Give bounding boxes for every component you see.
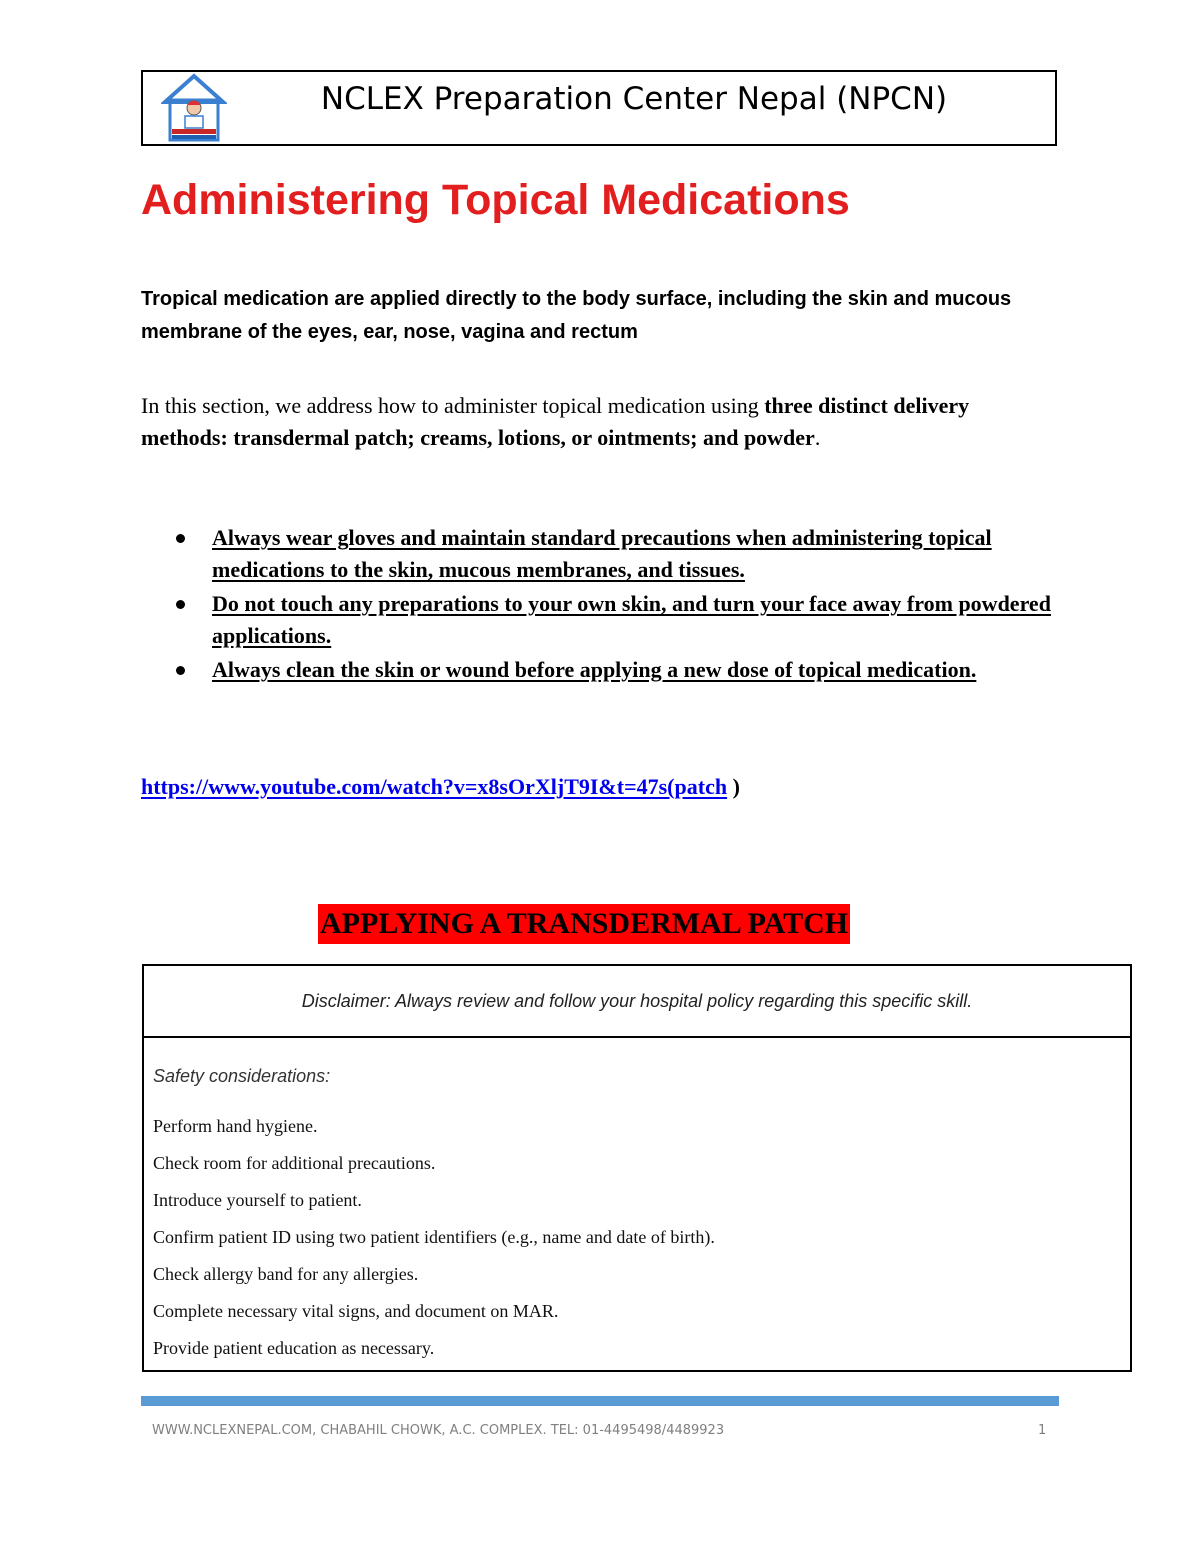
header-title: NCLEX Preparation Center Nepal (NPCN) bbox=[320, 81, 948, 117]
video-link[interactable]: https://www.youtube.com/watch?v=x8sOrXljT9I&t=47s(patch bbox=[141, 774, 728, 799]
list-item bbox=[141, 654, 1061, 686]
section-lead: In this section, we address how to administer topical medication using bbox=[141, 393, 765, 418]
list-item: Provide patient education as necessary. bbox=[153, 1338, 435, 1358]
list-item bbox=[141, 522, 1061, 586]
section-heading: APPLYING A TRANSDERMAL PATCH bbox=[318, 904, 850, 944]
bullet-text: Always clean the skin or wound before applying a new dose of topical medication. bbox=[212, 657, 977, 682]
list-item: Check room for additional precautions. bbox=[153, 1153, 436, 1173]
disclaimer-row bbox=[144, 966, 1130, 1038]
bullet-text: Do not touch any preparations to your own skin, and turn your face away from powdered applications. bbox=[212, 591, 1051, 648]
header-box bbox=[141, 70, 1057, 146]
bullet-icon bbox=[176, 534, 185, 543]
page-number: 1 bbox=[1038, 1423, 1047, 1438]
bullet-icon bbox=[176, 666, 185, 675]
section-paragraph bbox=[141, 390, 1061, 454]
list-item bbox=[141, 588, 1061, 652]
video-link-line bbox=[141, 771, 740, 803]
safety-heading: Safety considerations: bbox=[153, 1066, 331, 1086]
list-item: Check allergy band for any allergies. bbox=[153, 1264, 419, 1284]
footer-divider bbox=[141, 1396, 1059, 1406]
footer-text: WWW.NCLEXNEPAL.COM, CHABAHIL CHOWK, A.C. COMPLEX. TEL: 01-4495498/4489923 bbox=[152, 1423, 725, 1438]
intro-paragraph: Tropical medication are applied directly to the body surface, including the skin and mucous membrane of the eyes, ear, nose, vagina and rectum bbox=[141, 288, 1012, 343]
section-bold: three distinct delivery methods: transdermal patch; creams, lotions, or ointments; and powder bbox=[141, 393, 970, 450]
list-item: Complete necessary vital signs, and document on MAR. bbox=[153, 1301, 559, 1321]
link-suffix: ) bbox=[727, 774, 740, 799]
safety-list bbox=[153, 1116, 715, 1375]
skill-table bbox=[142, 964, 1132, 1372]
list-item: Perform hand hygiene. bbox=[153, 1116, 318, 1136]
page-title: Administering Topical Medications bbox=[141, 176, 850, 224]
list-item: Introduce yourself to patient. bbox=[153, 1190, 362, 1210]
list-item: Confirm patient ID using two patient identifiers (e.g., name and date of birth). bbox=[153, 1227, 715, 1247]
bullet-text: Always wear gloves and maintain standard precautions when administering topical medications to the skin, mucous membranes, and tissues. bbox=[212, 525, 992, 582]
bullet-icon bbox=[176, 600, 185, 609]
precautions-list bbox=[141, 522, 1061, 688]
section-end: . bbox=[814, 425, 821, 450]
disclaimer-text: Disclaimer: Always review and follow your hospital policy regarding this specific skill. bbox=[301, 990, 973, 1011]
